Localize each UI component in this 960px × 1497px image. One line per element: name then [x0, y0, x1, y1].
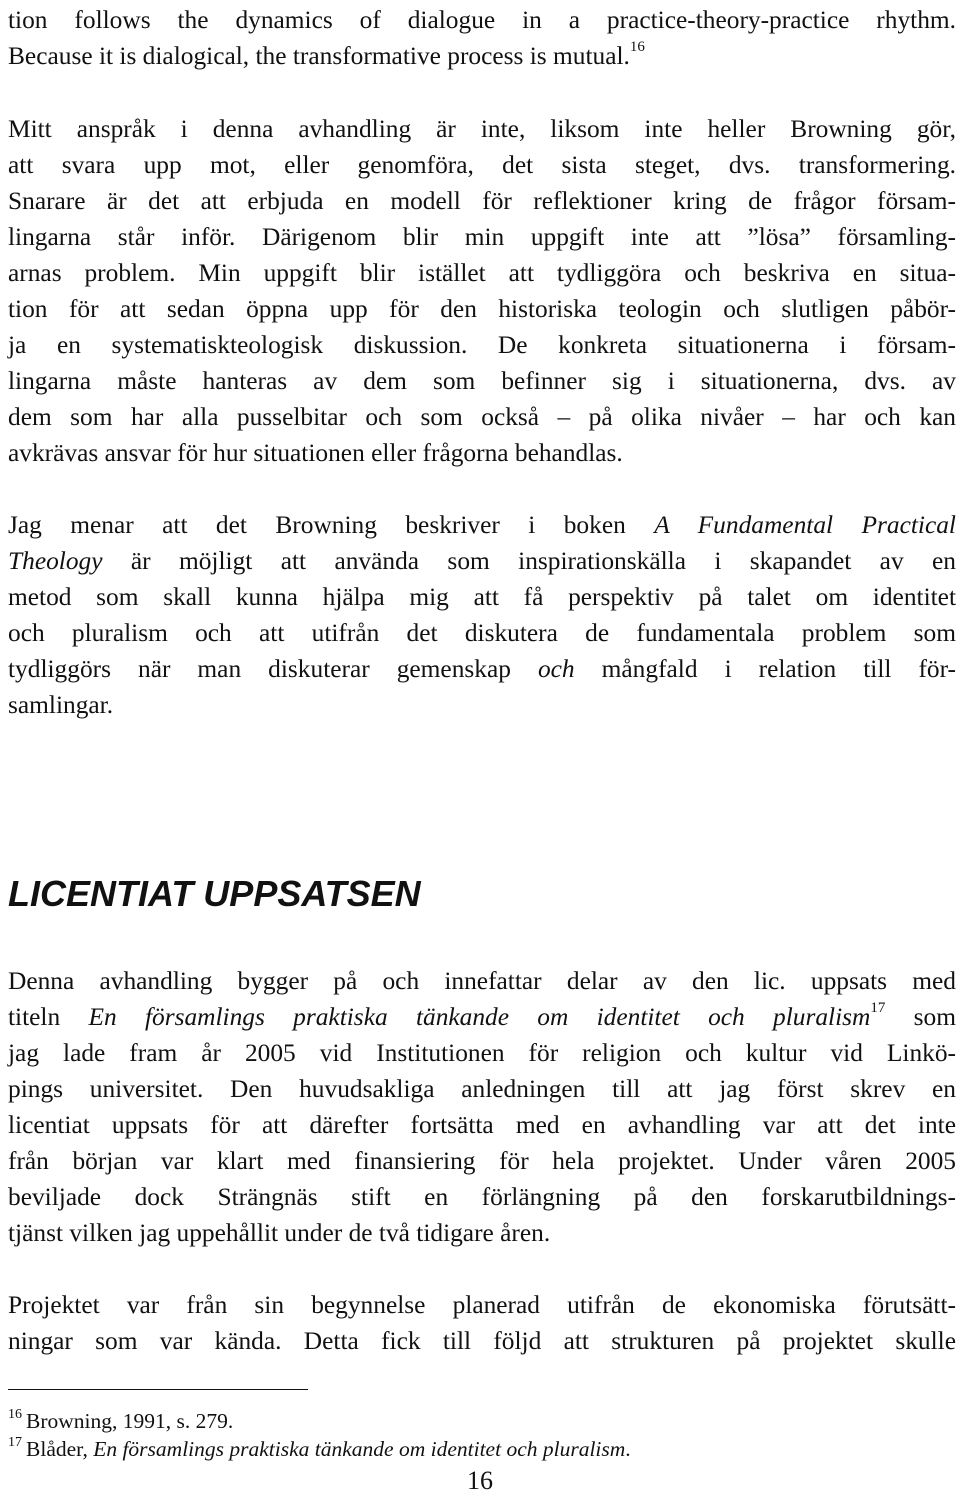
paragraph-1-line-1: tion follows the dynamics of dialogue in a practice-theory-practice rhythm. [8, 6, 956, 34]
footnote-divider [8, 1389, 308, 1390]
paragraph-3-line-2 [8, 543, 956, 579]
book-title-part-2: Theology [8, 547, 103, 575]
paragraph-2-line-7: ja en systematiskteologisk diskussion. De konkreta situationerna i försam- [8, 331, 956, 359]
paragraph-3-line-5 [8, 651, 956, 687]
paragraph-4-line-1: Denna avhandling bygger på och innefattar delar av den lic. uppsats med [8, 967, 956, 995]
paragraph-3-line-4: och pluralism och att utifrån det diskutera de fundamentala problem som [8, 619, 956, 647]
paragraph-2-line-5: arnas problem. Min uppgift blir istället att tydliggöra och beskriva en situa- [8, 259, 956, 287]
paragraph-3-line-1-text: Jag menar att det Browning beskriver i boken [8, 511, 655, 539]
paragraph-4-line-7: beviljade dock Strängnäs stift en förlängning på den forskarutbildnings- [8, 1183, 956, 1211]
paragraph-2-line-2: att svara upp mot, eller genomföra, det sista steget, dvs. transformering. [8, 151, 956, 179]
paragraph-4-line-6: från början var klart med finansiering för hela projektet. Under våren 2005 [8, 1147, 956, 1175]
emphasis-och: och [537, 655, 575, 683]
paragraph-1-line-2-text: Because it is dialogical, the transformative process is mutual. [8, 42, 630, 70]
paragraph-2-line-10: avkrävas ansvar för hur situationen eller frågorna behandlas. [8, 439, 623, 467]
paragraph-4-line-4: pings universitet. Den huvudsakliga anledningen till att jag först skrev en [8, 1075, 956, 1103]
paragraph-4-line-8: tjänst vilken jag uppehållit under de två tidigare åren. [8, 1219, 551, 1247]
paragraph-2-line-3: Snarare är det att erbjuda en modell för reflektioner kring de frågor försam- [8, 187, 956, 215]
page-number: 16 [467, 1466, 493, 1495]
paragraph-2-line-9: dem som har alla pusselbitar och som också – på olika nivåer – har och kan [8, 403, 956, 431]
section-heading: LICENTIAT UPPSATSEN [8, 873, 421, 914]
footnote-17-number: 17 [8, 1435, 22, 1450]
paragraph-2-line-6: tion för att sedan öppna upp för den historiska teologin och slutligen påbör- [8, 295, 956, 323]
paragraph-4-line-2-pre: titeln [8, 1003, 89, 1031]
paragraph-3-line-1 [8, 507, 956, 543]
paragraph-3-line-2-text: är möjligt att använda som inspirationskälla i skapandet av en [102, 547, 956, 575]
paragraph-5-line-1: Projektet var från sin begynnelse planerad utifrån de ekonomiska förutsätt- [8, 1291, 956, 1319]
paragraph-3-line-5-pre: tydliggörs när man diskuterar gemenskap [8, 655, 538, 683]
footnote-16-text: Browning, 1991, s. 279. [26, 1409, 234, 1433]
footnote-17-post: . [625, 1437, 631, 1461]
paragraph-3-line-6: samlingar. [8, 691, 114, 719]
paragraph-2-line-8: lingarna måste hanteras av dem som befinner sig i situationerna, dvs. av [8, 367, 956, 395]
book-title-part-1: A Fundamental Practical [654, 511, 956, 539]
footnote-ref-17: 17 [870, 1000, 886, 1016]
paragraph-1-line-2 [8, 38, 956, 74]
footnote-17-pre: Blåder, [26, 1437, 94, 1461]
paragraph-2-line-4: lingarna står inför. Därigenom blir min uppgift inte att ”lösa” församling- [8, 223, 956, 251]
paragraph-2-line-1: Mitt anspråk i denna avhandling är inte, liksom inte heller Browning gör, [8, 115, 956, 143]
footnote-17-title: En församlings praktiska tänkande om identitet och pluralism [93, 1437, 626, 1461]
thesis-title: En församlings praktiska tänkande om identitet och pluralism [88, 1003, 871, 1031]
footnote-16-number: 16 [8, 1407, 22, 1422]
paragraph-4-line-5: licentiat uppsats för att därefter fortsätta med en avhandling var att det inte [8, 1111, 956, 1139]
footnote-17 [8, 1435, 948, 1467]
paragraph-4-line-2 [8, 999, 956, 1035]
paragraph-5-line-2: ningar som var kända. Detta fick till följd att strukturen på projektet skulle [8, 1327, 956, 1355]
paragraph-4-line-2-post: som [885, 1003, 956, 1031]
footnote-ref-16: 16 [629, 39, 645, 55]
paragraph-3-line-3: metod som skall kunna hjälpa mig att få perspektiv på talet om identitet [8, 583, 956, 611]
paragraph-3-line-5-post: mångfald i relation till för- [574, 655, 956, 683]
paragraph-4-line-3: jag lade fram år 2005 vid Institutionen för religion och kultur vid Linkö- [8, 1039, 956, 1067]
